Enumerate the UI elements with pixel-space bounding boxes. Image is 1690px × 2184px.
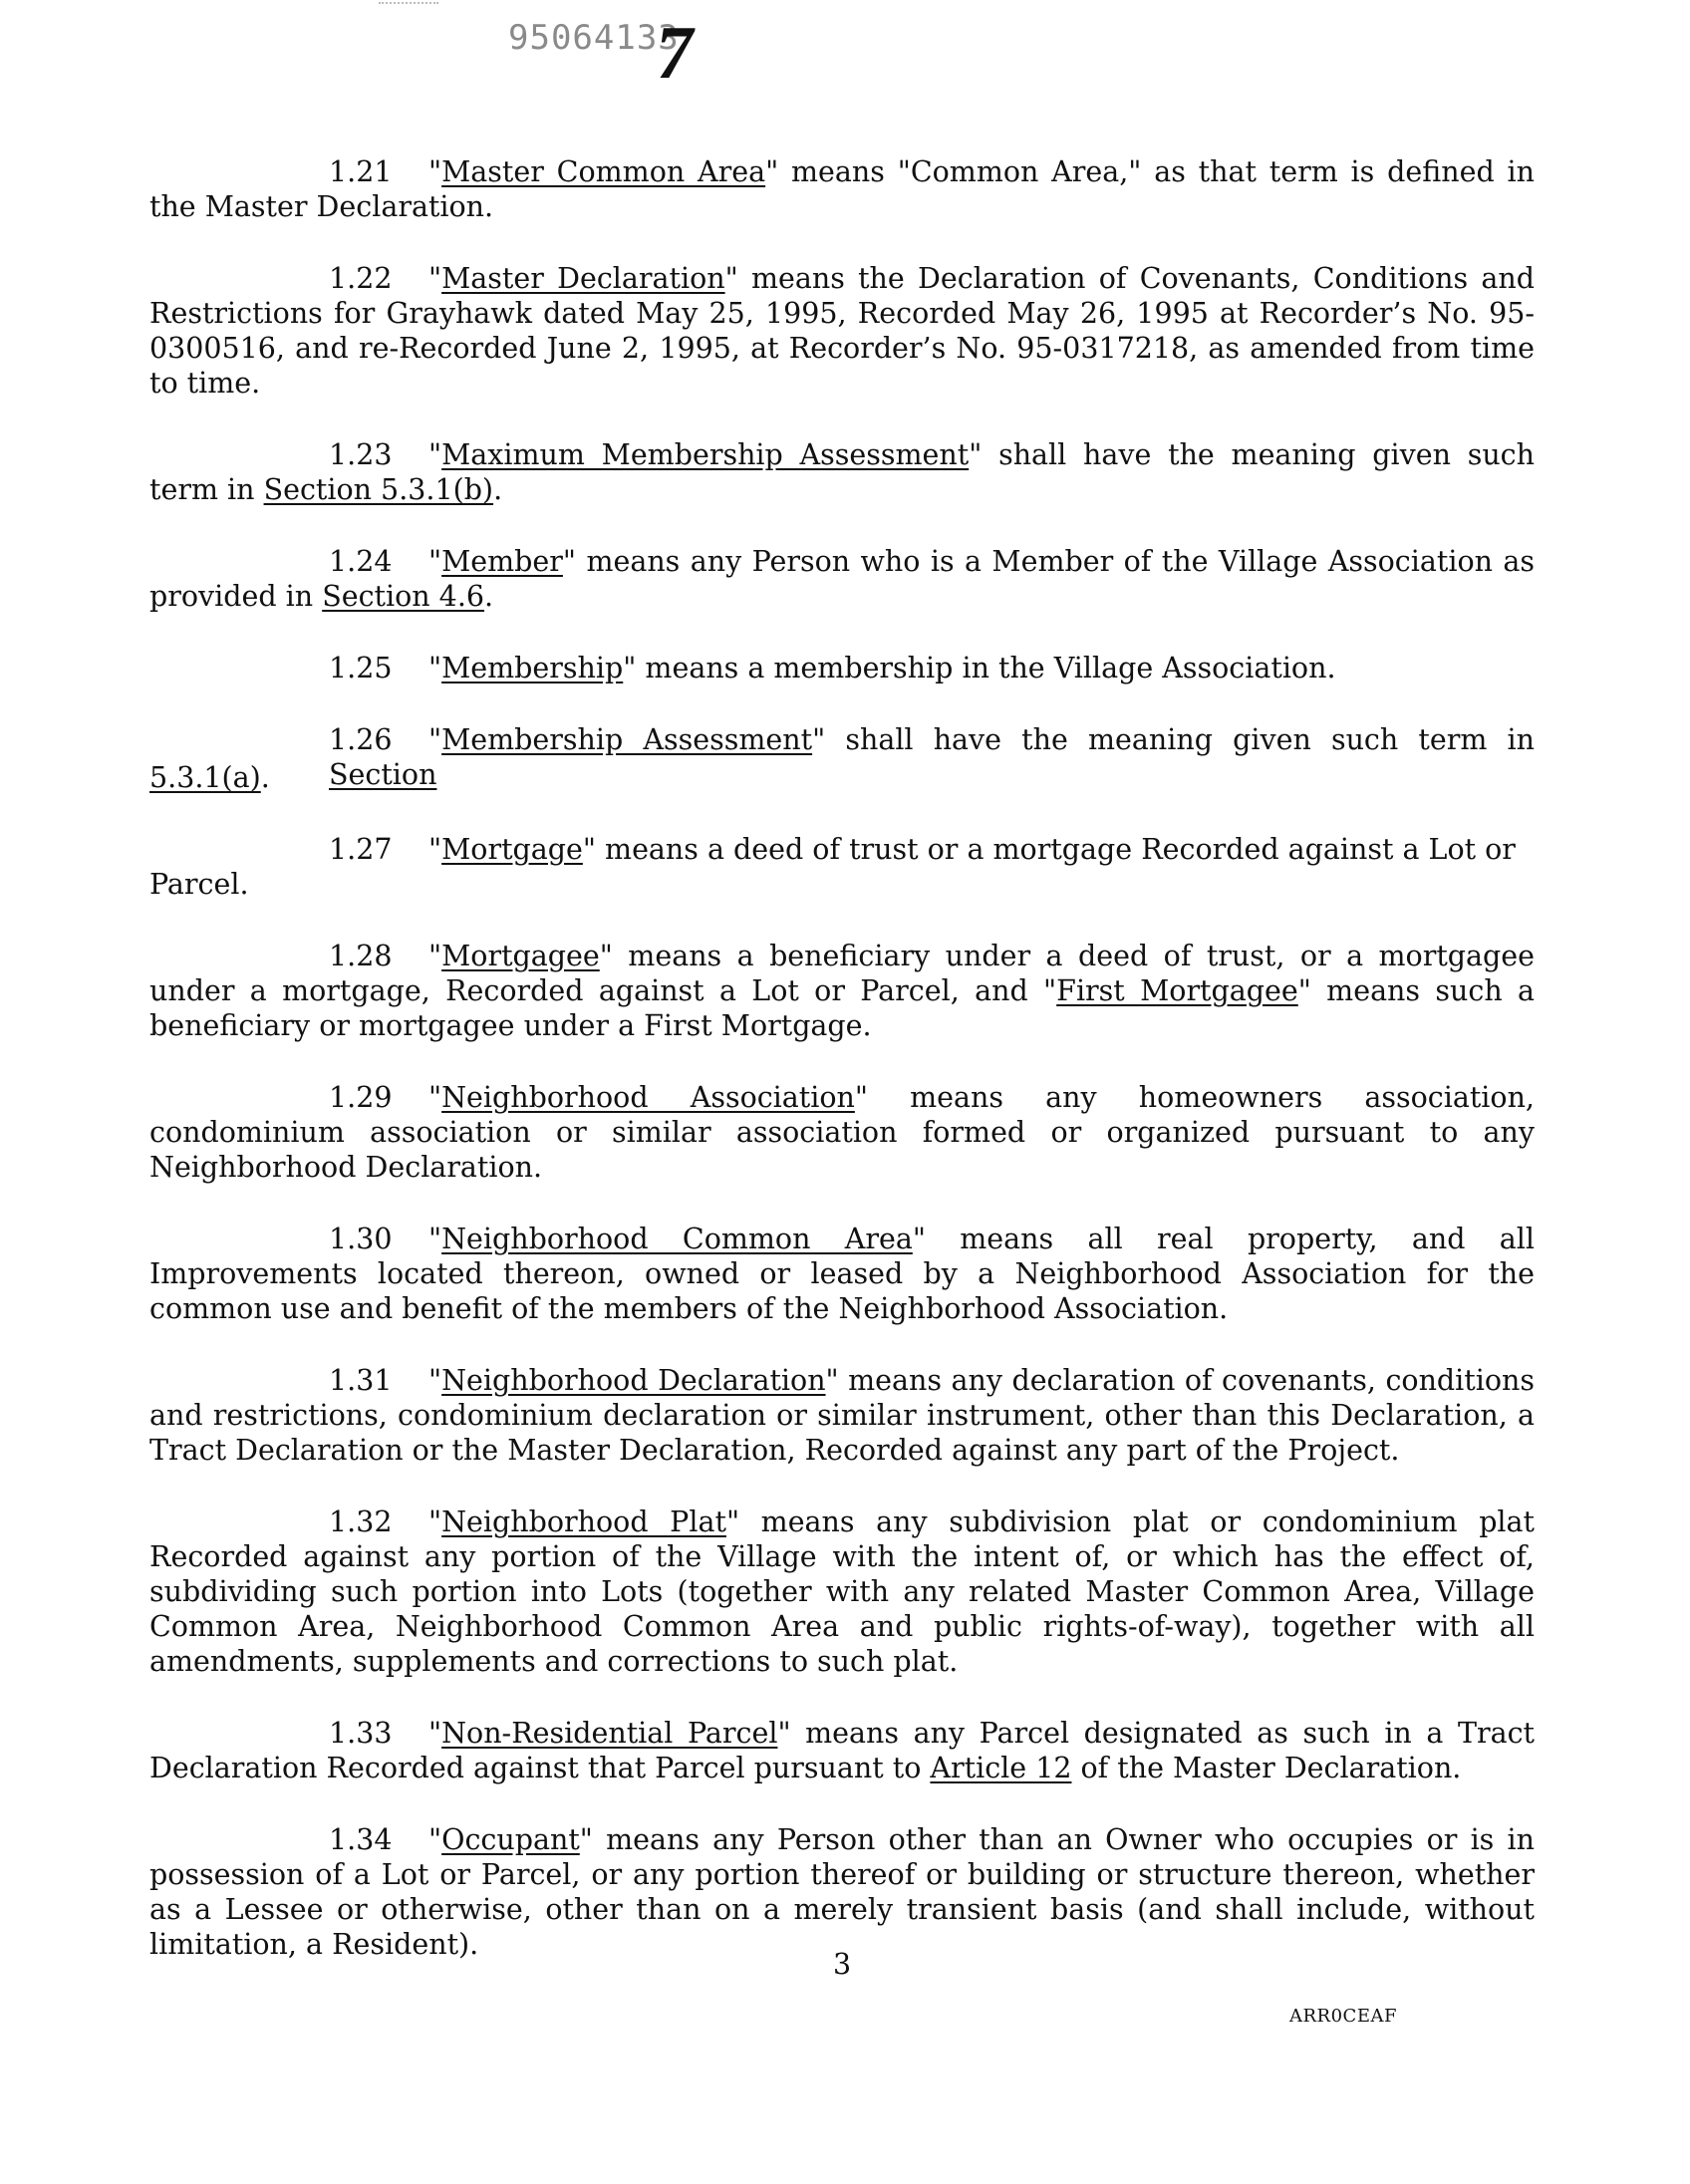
definition-1-21: 1.21 "Master Common Area" means "Common Area," as that term is defined in the Master Declaration. [149,155,1535,223]
definition-text: " means any Person other than an Owner who occupies or is in possession of a Lot or Parcel, or any portion thereof or building or structure thereon, whether as a Lessee or otherwise, other than on a merely transient basis (and shall include, without limitation, a Resident). [149,1823,1535,1961]
defined-term: Member [441,545,563,578]
definition-text: " means a beneficiary under a deed of trust, or a mortgagee under a mortgage, Recorded against a Lot or Parcel, and " [149,940,1535,1007]
section-number: 1.21 [329,155,393,188]
definition-text: " shall have the meaning given such term in [812,723,1535,756]
defined-term: Master Declaration [441,262,725,295]
definition-1-26 [149,722,1535,802]
section-number: 1.30 [329,1223,393,1255]
handwritten-digit: 7 [650,11,700,95]
section-number: 1.32 [329,1505,393,1538]
definition-text: " means any Person who is a Member of the Village Association as provided in [149,545,1535,613]
definition-text: of the Master Declaration. [1071,1752,1462,1784]
section-number: 1.23 [329,438,393,471]
definition-1-23: 1.23 "Maximum Membership Assessment" shall have the meaning given such term in Section 5.3.1(b). [149,438,1535,506]
definition-text: " means any subdivision plat or condominium plat Recorded against any portion of the Village with the intent of, or which has the effect of, subdividing such portion into Lots (together with any related Master Common Area, Village Common Area, Neighborhood Common Area and public rights-of-way), together with all amendments, supplements and corrections to such plat. [149,1505,1535,1678]
defined-term: Master Common Area [441,155,766,188]
section-number: 1.24 [329,545,393,578]
section-number: 1.29 [329,1081,393,1114]
defined-term: Membership Assessment [441,723,813,756]
definition-text: " means "Common Area," as that term is defined in the Master Declaration. [149,155,1535,223]
section-reference: Section [329,758,437,791]
definition-1-34: 1.34 "Occupant" means any Person other than an Owner who occupies or is in possession of a Lot or Parcel, or any portion thereof or building or structure thereon, whether as a Lessee or otherwise, other than on a merely transient basis (and shall include, without limitation, a Resident). [149,1823,1535,1961]
defined-term: Mortgage [441,833,583,866]
document-code: ARR0CEAF [1289,2006,1397,2027]
definition-1-25: 1.25 "Membership" means a membership in the Village Association. [149,651,1535,685]
definitions-body [149,154,1535,1999]
definition-text: " means the Declaration of Covenants, Conditions and Restrictions for Grayhawk dated May 25, 1995, Recorded May 26, 1995 at Recorder’s No. 95-0300516, and re-Recorded June 2, 1995, at Recorder’s No. 95-0317218, as amended from time to time. [149,262,1535,400]
section-reference: Article 12 [930,1752,1072,1784]
defined-term: Neighborhood Association [441,1081,855,1114]
definition-1-24: 1.24 "Member" means any Person who is a Member of the Village Association as provided in Section 4.6. [149,545,1535,613]
definition-1-27: 1.27 "Mortgage" means a deed of trust or a mortgage Recorded against a Lot or Parcel. [149,833,1516,901]
definition-1-32: 1.32 "Neighborhood Plat" means any subdivision plat or condominium plat Recorded against any portion of the Village with the intent of, or which has the effect of, subdividing such portion into Lots (together with any related Master Common Area, Village Common Area, Neighborhood Common Area and public rights-of-way), together with all amendments, supplements and corrections to such plat. [149,1505,1535,1678]
section-number: 1.34 [329,1823,393,1856]
defined-term: Neighborhood Plat [441,1505,726,1538]
defined-term: Neighborhood Declaration [441,1364,826,1397]
definition-1-29: 1.29 "Neighborhood Association" means any homeowners association, condominium association or similar association formed or organized pursuant to any Neighborhood Declaration. [149,1081,1535,1184]
definition-text: " means any homeowners association, condominium association or similar association formed or organized pursuant to any Neighborhood Declaration. [149,1081,1535,1184]
section-reference: Section 5.3.1(b) [263,473,494,506]
section-number: 1.33 [329,1717,393,1750]
page-number: 3 [833,1948,852,1981]
definition-text: " means such a beneficiary or mortgagee under a First Mortgage. [149,974,1535,1042]
recorder-number-stamp: 95064133 [508,18,680,58]
scan-artifact [379,2,438,7]
section-number: 1.26 [329,723,393,756]
definition-line [149,760,270,795]
punctuation: . [260,761,270,794]
section-number: 1.22 [329,262,393,295]
punctuation: . [484,580,494,613]
defined-term: Mortgagee [441,940,600,972]
definition-text: " means any declaration of covenants, conditions and restrictions, condominium declaration or similar instrument, other than this Declaration, a Tract Declaration or the Master Declaration, Recorded against any part of the Project. [149,1364,1535,1467]
punctuation: . [493,473,503,506]
section-reference: Section 4.6 [322,580,485,613]
definition-text: " means all real property, and all Improvements located thereon, owned or leased by a Neighborhood Association for the common use and benefit of the members of the Neighborhood Association. [149,1223,1536,1325]
defined-term: Maximum Membership Assessment [441,438,970,471]
definition-1-30: 1.30 "Neighborhood Common Area" means all real property, and all Improvements located thereon, owned or leased by a Neighborhood Association for the common use and benefit of the members of the Neighborhood Association. [149,1223,1536,1325]
definition-text: " means a deed of trust or a mortgage Recorded against a Lot or Parcel. [149,833,1516,901]
defined-term: Membership [441,652,624,684]
defined-term: Occupant [441,1823,580,1856]
section-number: 1.27 [329,833,393,866]
section-number: 1.25 [329,652,393,684]
definition-1-31: 1.31 "Neighborhood Declaration" means any declaration of covenants, conditions and restrictions, condominium declaration or similar instrument, other than this Declaration, a Tract Declaration or the Master Declaration, Recorded against any part of the Project. [149,1364,1535,1467]
section-number: 1.31 [329,1364,393,1397]
definition-line: 1.26 "Membership Assessment" shall have the meaning given such term in Section [329,723,1535,791]
definition-1-28: 1.28 "Mortgagee" means a beneficiary under a deed of trust, or a mortgagee under a mortgage, Recorded against a Lot or Parcel, and "First Mortgagee" means such a beneficiary or mortgagee under a First Mortgage. [149,940,1535,1042]
definition-text: " means any Parcel designated as such in a Tract Declaration Recorded against that Parcel pursuant to [149,1717,1535,1784]
defined-term: Neighborhood Common Area [441,1223,913,1255]
defined-term-secondary: First Mortgagee [1056,974,1298,1007]
section-reference: 5.3.1(a) [149,761,261,794]
definition-text: " shall have the meaning given such term in [149,438,1535,506]
definition-1-33: 1.33 "Non-Residential Parcel" means any Parcel designated as such in a Tract Declaration Recorded against that Parcel pursuant to Article 12 of the Master Declaration. [149,1717,1535,1784]
definition-1-22: 1.22 "Master Declaration" means the Declaration of Covenants, Conditions and Restrictions for Grayhawk dated May 25, 1995, Recorded May 26, 1995 at Recorder’s No. 95-0300516, and re-Recorded June 2, 1995, at Recorder’s No. 95-0317218, as amended from time to time. [149,262,1535,400]
section-number: 1.28 [329,940,393,972]
definition-text: " means a membership in the Village Association. [623,652,1336,684]
defined-term: Non-Residential Parcel [441,1717,778,1750]
